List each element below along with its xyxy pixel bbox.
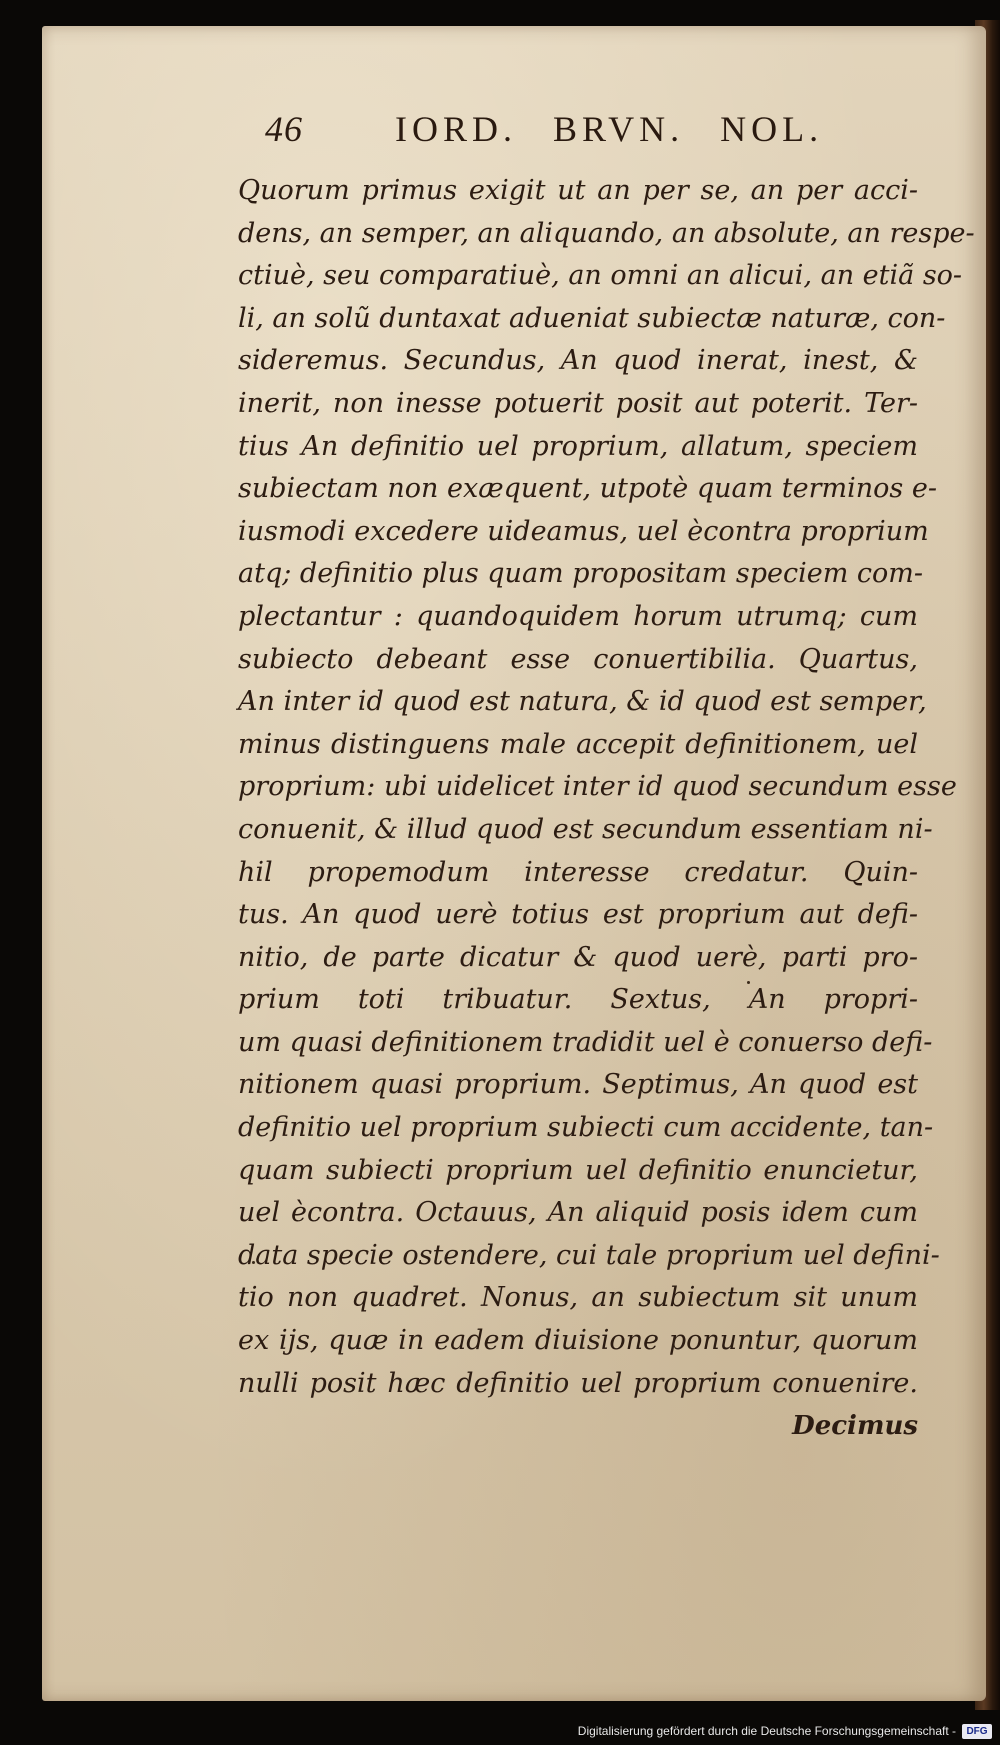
text-line: nitionem quasi proprium. Septimus, An quod est [238,1069,918,1101]
text-line: minus distinguens male accepit definitionem, uel [238,728,918,760]
text-line: tus. An quod uerè totius est proprium aut defi- [238,899,918,931]
dfg-logo: DFG [962,1724,992,1739]
text-line: subiectam non exæquent, utpotè quam terminos e- [238,473,937,505]
text-line: dens, an semper, an aliquando, an absolute, an respe- [238,217,975,249]
text-line: hil propemodum interesse credatur. Quin- [238,856,918,888]
text-line: iusmodi excedere uideamus, uel ècontra proprium [238,515,929,547]
text-line: definitio uel proprium subiecti cum accidente, tan- [238,1112,934,1144]
text-line: inerit, non inesse potuerit posit aut poterit. Ter- [238,387,918,419]
page-number: 46 [265,109,303,149]
text-line: atq; definitio plus quam propositam speciem com- [238,558,923,590]
text-line: uel ècontra. Octauus, An aliquid posis idem cum [238,1197,918,1229]
running-title: IORD. BRVN. NOL. [395,109,824,149]
text-line: tio non quadret. Nonus, an subiectum sit unum [238,1282,918,1314]
digitization-credit: Digitalisierung gefördert durch die Deutsche Forschungsgemeinschaft - [577,1724,956,1738]
text-line: nulli posit hæc definitio uel proprium conuenire. [238,1367,918,1399]
text-line: conuenit, & illud quod est secundum essentiam ni- [238,813,933,845]
text-line: An inter id quod est natura, & id quod est semper, [238,686,927,718]
text-line: li, an solũ duntaxat adueniat subiectæ naturæ, con- [238,302,946,334]
text-line: tius An definitio uel proprium, allatum, speciem [238,430,918,462]
text-line: ctiuè, seu comparatiuè, an omni an alicui, an etiã so- [238,260,963,292]
running-head [265,108,905,154]
body-text [238,170,975,1448]
text-line: proprium: ubi uidelicet inter id quod secundum esse [238,771,957,803]
text-line: quam subiecti proprium uel definitio enuncietur, [238,1154,918,1186]
footer-bar [0,1719,1000,1745]
text-line: sideremus. Secundus, An quod inerat, inest, & [238,345,918,377]
catchword: Decimus [792,1411,918,1442]
text-line: nitio, de parte dicatur & quod uerè, parti pro- [238,941,918,973]
text-line: data specie ostendere, cui tale proprium uel defini- [238,1239,940,1271]
text-line: prium toti tribuatur. Sextus, An propri- [238,984,918,1016]
text-line: um quasi definitionem tradidit uel è conuerso defi- [238,1026,933,1058]
text-line: plectantur : quandoquidem horum utrumq; cum [238,600,918,632]
text-line: subiecto debeant esse conuertibilia. Quartus, [238,643,918,675]
text-line: ex ijs, quæ in eadem diuisione ponuntur, quorum [238,1325,918,1357]
text-line: Quorum primus exigit ut an per se, an per acci- [238,175,918,206]
